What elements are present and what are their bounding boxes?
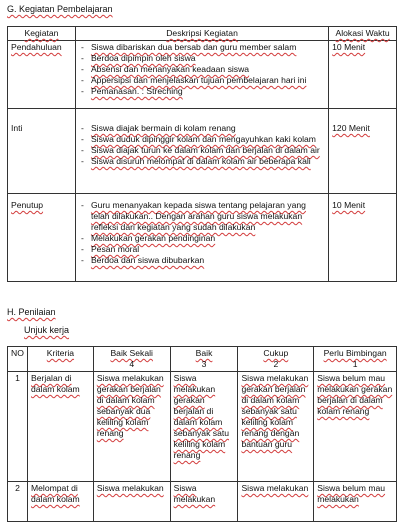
list-item: - Berdoa dipimpin oleh siswa (79, 53, 325, 64)
header-perlu-bimbingan: Perlu Bimbingan 1 (314, 347, 397, 372)
list-item: - Siswa diajak bermain di kolam renang (79, 123, 325, 134)
activity-description (75, 194, 328, 282)
table-row (8, 482, 397, 522)
activity-time: 10 Menit (329, 194, 397, 282)
header-baik: Baik 3 (170, 347, 238, 372)
learning-activities-table (7, 26, 397, 282)
assessment-table (7, 346, 397, 522)
activity-name: Inti (8, 109, 76, 194)
activity-description (75, 41, 328, 109)
row-number: 2 (8, 482, 28, 522)
list-item: - Siswa disuruh melompat di dalam kolam air beberapa kali (79, 156, 325, 167)
section-h-title: H. Penilaian (7, 307, 56, 317)
table-row (8, 109, 397, 194)
list-item: - Pesan moral (79, 244, 325, 255)
list-item: - Siswa duduk dipinggir kolam dan mengayuhkan kaki kolam (79, 134, 325, 145)
table-row (8, 372, 397, 482)
header-deskripsi: Deskripsi Kegiatan (75, 27, 328, 41)
score-cell: Siswa melakukan (170, 482, 238, 522)
activity-description (75, 109, 328, 194)
score-cell: Siswa belum mau melakukan (314, 482, 397, 522)
activity-name: Pendahuluan (8, 41, 76, 109)
table-header-row (8, 27, 397, 41)
row-number: 1 (8, 372, 28, 482)
score-cell: Siswa melakukan gerakan berjalan di dalam kolam sebanyak satu keliling kolam renang (170, 372, 238, 482)
score-cell: Siswa melakukan gerakan berjalan di dalam kolam sebanyak dua keliling kolam renang (93, 372, 170, 482)
criteria-cell: Melompat di dalam kolam (27, 482, 93, 522)
header-kriteria: Kriteria (27, 347, 93, 372)
list-item: - Siswa diajak turun ke dalam kolam dan berjalan di dalam air (79, 145, 325, 156)
header-no: NO (8, 347, 28, 372)
score-cell: Siswa belum mau melakukan gerakan berjalan di dalam kolam renang (314, 372, 397, 482)
header-alokasi: Alokasi Waktu (329, 27, 397, 41)
table-row (8, 194, 397, 282)
score-cell: Siswa melakukan gerakan berjalan di dalam kolam sebanyak satu keliling kolam renang dengan bantuan guru (238, 372, 314, 482)
activity-name: Penutup (8, 194, 76, 282)
table-row (8, 41, 397, 109)
activity-time: 120 Menit (329, 109, 397, 194)
header-kegiatan: Kegiatan (8, 27, 76, 41)
list-item: - Siswa dibariskan dua bersab dan guru member salam (79, 42, 325, 53)
list-item: - Absensi dan menanyakan keadaan siswa (79, 64, 325, 75)
table-header-row (8, 347, 397, 372)
list-item: - Melakukan gerakan pendinginan (79, 233, 325, 244)
list-item: - Appersipsi dan menjelaskan tujuan pembelajaran hari ini (79, 75, 325, 86)
list-item: - Berdoa dan siswa dibubarkan (79, 255, 325, 266)
criteria-cell: Berjalan di dalam kolam (27, 372, 93, 482)
header-cukup: Cukup 2 (238, 347, 314, 372)
list-item: - Guru menanyakan kepada siswa tentang pelajaran yang telah dilakukan.. Dengan arahan guru siswa melakukan refleksi dari kegiatan yang sudah dilakukan (79, 200, 325, 233)
section-h-subtitle: Unjuk kerja (24, 325, 70, 335)
activity-time: 10 Menit (329, 41, 397, 109)
section-g-title: G. Kegiatan Pembelajaran (7, 4, 113, 14)
header-baik-sekali: Baik Sekali 4 (93, 347, 170, 372)
score-cell: Siswa melakukan (238, 482, 314, 522)
score-cell: Siswa melakukan (93, 482, 170, 522)
list-item: - Pemanasan. : Streching (79, 86, 325, 97)
